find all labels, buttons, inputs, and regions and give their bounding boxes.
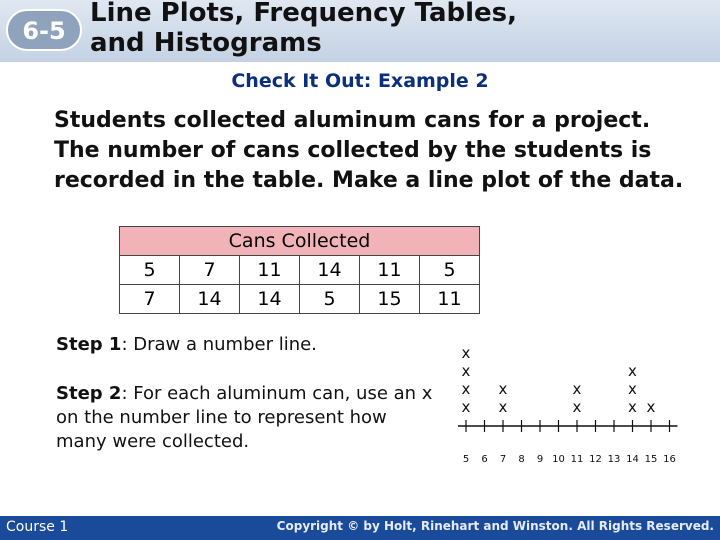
plot-mark: x [628, 362, 637, 380]
cans-table [119, 226, 480, 314]
table-cell: 11 [420, 285, 480, 314]
tick-label: 6 [481, 454, 488, 465]
table-cell: 5 [420, 256, 480, 285]
plot-mark: x [646, 398, 656, 416]
copyright-text: Copyright © by Holt, Rinehart and Winston. All Rights Reserved. [276, 519, 714, 533]
footer-bar [0, 516, 720, 540]
course-label: Course 1 [6, 519, 69, 535]
table-cell: 14 [300, 256, 360, 285]
step-2-label: Step 2 [56, 383, 122, 404]
table-cell: 5 [120, 256, 180, 285]
plot-mark: x [498, 380, 508, 398]
table-cell: 14 [180, 285, 240, 314]
table-cell: 11 [240, 256, 300, 285]
table-cell: 11 [360, 256, 420, 285]
problem-text: Students collected aluminum cans for a project. The number of cans collected by the students is recorded in the table. Make a line plot of the data. [54, 108, 684, 193]
plot-mark: x [461, 344, 471, 362]
table-cell: 14 [240, 285, 300, 314]
table-row [120, 285, 480, 314]
step-1 [56, 334, 317, 355]
plot-mark: x [572, 380, 582, 398]
plot-mark: x [572, 398, 582, 416]
tick-label: 13 [607, 454, 621, 465]
header-bar [0, 0, 720, 62]
plot-mark: x [498, 398, 508, 416]
lesson-number: 6-5 [22, 17, 66, 45]
title-line-1: Line Plots, Frequency Tables, [90, 0, 518, 28]
lesson-badge [6, 9, 82, 51]
plot-mark: x [461, 362, 471, 380]
tick-label: 15 [644, 454, 658, 465]
table-cell: 5 [300, 285, 360, 314]
example-subtitle: Check It Out: Example 2 [231, 70, 489, 92]
table-header: Cans Collected [120, 227, 480, 256]
tick-label: 5 [462, 454, 470, 465]
title-line-2: and Histograms [90, 28, 322, 58]
table-cell: 7 [180, 256, 240, 285]
tick-label: 14 [626, 454, 639, 465]
tick-label: 16 [663, 454, 676, 465]
plot-mark: x [628, 380, 637, 398]
plot-mark: x [461, 380, 471, 398]
tick-label: 10 [552, 454, 565, 465]
table-cell: 7 [120, 285, 180, 314]
tick-label: 9 [536, 454, 544, 465]
step-2 [56, 382, 436, 454]
step-1-text: : Draw a number line. [121, 334, 317, 355]
step-1-label: Step 1 [56, 334, 122, 355]
table-cell: 15 [360, 285, 420, 314]
table-row [120, 256, 480, 285]
tick-label: 11 [570, 454, 584, 465]
tick-label: 12 [589, 454, 602, 465]
line-plot [440, 330, 690, 470]
tick-label: 8 [518, 454, 525, 465]
plot-mark: x [628, 398, 637, 416]
step-2-text: : For each aluminum can, use an x on the number line to represent how many were collected. [56, 383, 433, 452]
tick-label: 7 [499, 454, 507, 465]
plot-mark: x [461, 398, 471, 416]
